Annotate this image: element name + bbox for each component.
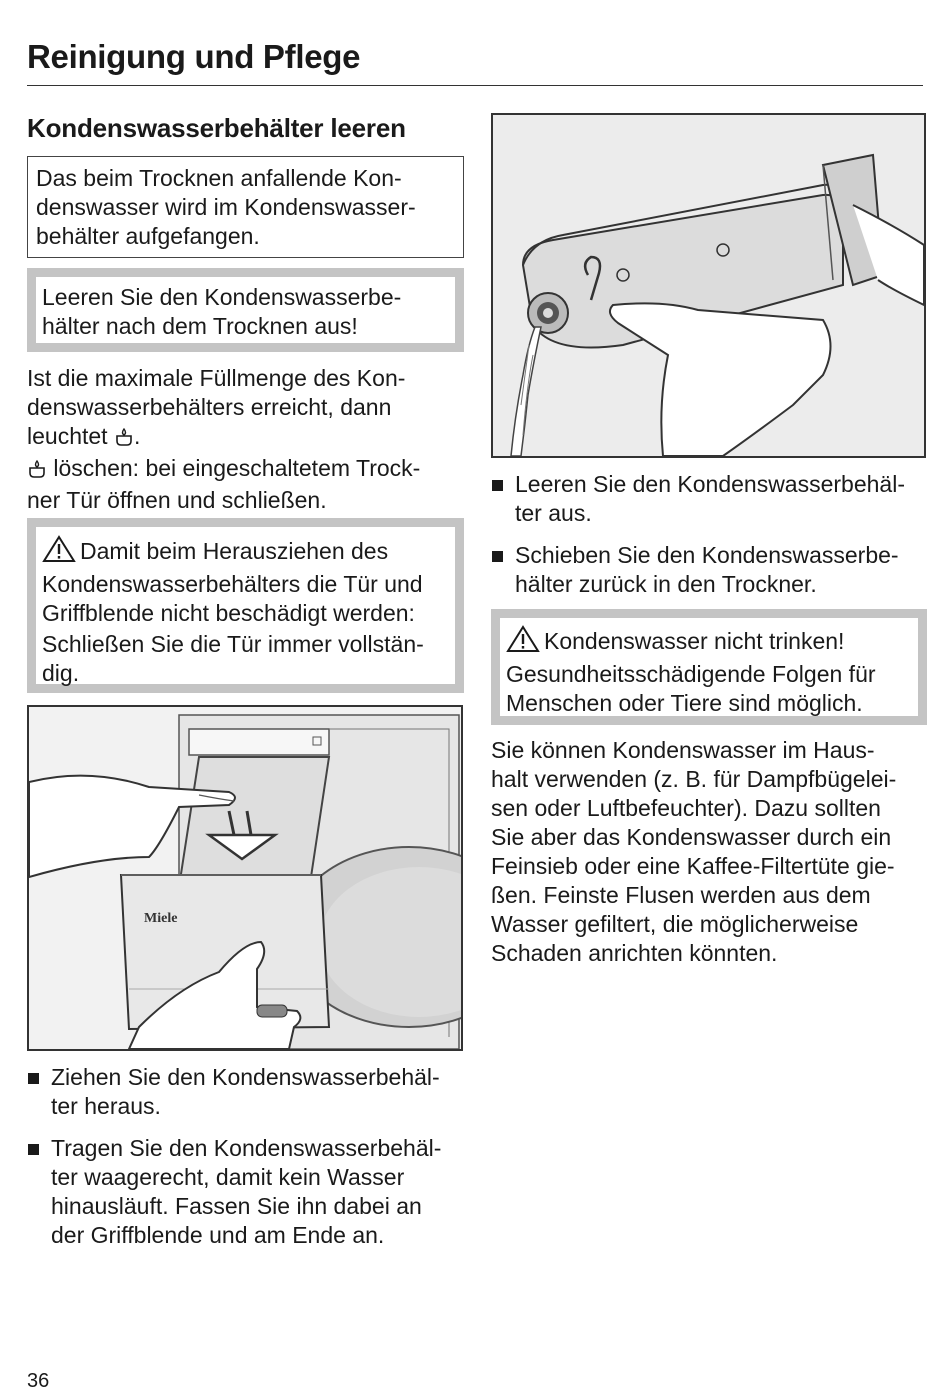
square-bullet-icon bbox=[28, 1144, 39, 1155]
tip-line: Leeren Sie den Kondenswasserbe- bbox=[42, 284, 402, 310]
list-item: Leeren Sie den Kondenswasserbehäl- ter aus. bbox=[491, 470, 931, 528]
square-bullet-icon bbox=[28, 1073, 39, 1084]
warning-triangle-icon bbox=[506, 625, 540, 660]
page-number: 36 bbox=[27, 1370, 50, 1392]
list-item: Schieben Sie den Kondenswasserbe- hälter zurück in den Trockner. bbox=[491, 541, 931, 599]
list-item: Ziehen Sie den Kondenswasserbehäl- ter heraus. bbox=[27, 1063, 467, 1121]
warning-triangle-icon bbox=[42, 535, 76, 570]
steps-right bbox=[491, 470, 931, 612]
fill-level-paragraph: Ist die maximale Füllmenge des Kon- denswasserbehälters erreicht, dann leuchtet . löschen: bei eingeschaltetem Trock- ner Tür öffnen und schließen. bbox=[27, 365, 421, 513]
condenser-container-icon bbox=[27, 457, 47, 486]
figure-empty-container bbox=[491, 113, 926, 458]
usage-paragraph: Sie können Kondenswasser im Haus- halt verwenden (z. B. für Dampfbügelei- sen oder Luftbefeuchter). Dazu sollten Sie aber das Kondenswasser durch ein Feinsieb oder eine Kaffee-Filtertüte gie- ßen. Feinste Flusen werden aus dem Wasser gefiltert, die möglicherweise Schaden anrichten könnten. bbox=[491, 737, 897, 966]
warning-drink-box: Kondenswasser nicht trinken! Gesundheitsschädigende Folgen für Menschen oder Tiere sind möglich. bbox=[491, 609, 927, 725]
warning-door-box: Damit beim Herausziehen des Kondenswasserbehälters die Tür und Griffblende nicht beschädigt werden: Schließen Sie die Tür immer vollstän- dig. bbox=[27, 518, 464, 693]
miele-logo: Miele bbox=[144, 911, 178, 926]
condenser-container-icon bbox=[114, 425, 134, 454]
steps-left bbox=[27, 1063, 467, 1263]
info-line: behälter aufgefangen. bbox=[36, 223, 260, 249]
list-item: Tragen Sie den Kondenswasserbehäl- ter waagerecht, damit kein Wasser hinausläuft. Fassen Sie ihn dabei an der Griffblende und am Ende an. bbox=[27, 1134, 467, 1250]
section-title: Kondenswasserbehälter leeren bbox=[27, 113, 406, 143]
square-bullet-icon bbox=[492, 551, 503, 562]
square-bullet-icon bbox=[492, 480, 503, 491]
figure-pull-container bbox=[27, 705, 463, 1051]
title-divider bbox=[27, 85, 923, 86]
tip-line: hälter nach dem Trocknen aus! bbox=[42, 313, 358, 339]
info-line: Das beim Trocknen anfallende Kon- bbox=[36, 165, 402, 191]
info-box bbox=[27, 156, 464, 258]
page-title: Reinigung und Pflege bbox=[27, 38, 361, 75]
info-line: denswasser wird im Kondenswasser- bbox=[36, 194, 416, 220]
tip-box bbox=[27, 268, 464, 352]
